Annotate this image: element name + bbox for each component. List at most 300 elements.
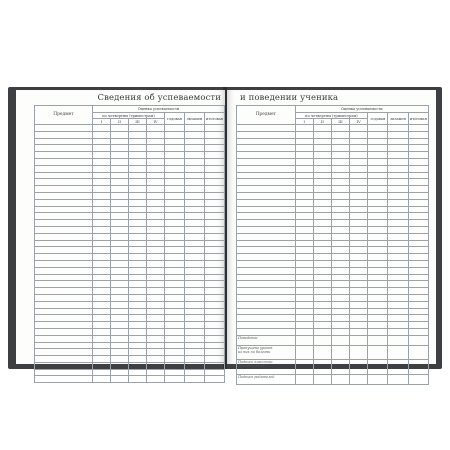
footer-label: Подпись классного руководителя bbox=[237, 359, 296, 374]
table-cell bbox=[388, 281, 408, 288]
table-cell bbox=[350, 125, 368, 132]
table-cell bbox=[129, 362, 147, 369]
table-cell bbox=[93, 369, 111, 376]
table-cell bbox=[35, 172, 93, 179]
table-cell bbox=[331, 308, 349, 315]
table-cell bbox=[350, 233, 368, 240]
table-cell bbox=[147, 349, 165, 356]
table-cell bbox=[185, 233, 205, 240]
table-cell bbox=[93, 179, 111, 186]
table-cell bbox=[111, 294, 129, 301]
table-cell bbox=[185, 138, 205, 145]
table-cell bbox=[237, 254, 296, 261]
table-cell bbox=[237, 281, 296, 288]
table-cell bbox=[205, 213, 225, 220]
table-cell bbox=[35, 342, 93, 349]
table-cell bbox=[408, 315, 428, 322]
table-row bbox=[35, 199, 225, 206]
table-cell bbox=[350, 374, 368, 384]
table-cell bbox=[313, 274, 331, 281]
table-cell bbox=[35, 220, 93, 227]
table-cell bbox=[408, 233, 428, 240]
table-cell bbox=[147, 125, 165, 132]
table-cell bbox=[165, 322, 185, 329]
table-cell bbox=[147, 315, 165, 322]
table-cell bbox=[165, 335, 185, 342]
table-cell bbox=[350, 328, 368, 335]
table-cell bbox=[185, 226, 205, 233]
table-cell bbox=[93, 308, 111, 315]
table-cell bbox=[205, 165, 225, 172]
table-cell bbox=[331, 220, 349, 227]
table-cell bbox=[350, 172, 368, 179]
right-grade-table bbox=[236, 105, 429, 385]
table-row bbox=[35, 267, 225, 274]
table-cell bbox=[295, 294, 313, 301]
table-row bbox=[35, 294, 225, 301]
table-cell bbox=[350, 322, 368, 329]
table-cell bbox=[165, 199, 185, 206]
table-row bbox=[237, 260, 429, 267]
left-grade-table bbox=[34, 105, 225, 383]
table-cell bbox=[147, 145, 165, 152]
table-cell bbox=[205, 301, 225, 308]
table-cell bbox=[129, 165, 147, 172]
table-cell bbox=[93, 281, 111, 288]
table-cell bbox=[205, 376, 225, 383]
table-cell bbox=[237, 152, 296, 159]
table-cell bbox=[205, 145, 225, 152]
table-cell bbox=[165, 369, 185, 376]
table-cell bbox=[129, 349, 147, 356]
table-row bbox=[35, 138, 225, 145]
table-cell bbox=[408, 125, 428, 132]
table-cell bbox=[331, 125, 349, 132]
table-cell bbox=[368, 158, 388, 165]
table-cell bbox=[295, 315, 313, 322]
table-cell bbox=[185, 220, 205, 227]
table-cell bbox=[93, 152, 111, 159]
table-cell bbox=[111, 172, 129, 179]
table-cell bbox=[185, 335, 205, 342]
table-cell bbox=[165, 254, 185, 261]
table-cell bbox=[147, 206, 165, 213]
table-cell bbox=[237, 213, 296, 220]
table-cell bbox=[165, 206, 185, 213]
table-cell bbox=[295, 131, 313, 138]
table-row bbox=[237, 145, 429, 152]
table-cell bbox=[147, 158, 165, 165]
table-cell bbox=[129, 240, 147, 247]
table-cell bbox=[205, 158, 225, 165]
table-cell bbox=[313, 294, 331, 301]
table-cell bbox=[350, 179, 368, 186]
table-row bbox=[35, 281, 225, 288]
table-cell bbox=[93, 138, 111, 145]
table-cell bbox=[129, 145, 147, 152]
table-row bbox=[237, 233, 429, 240]
header-row bbox=[237, 106, 429, 113]
table-cell bbox=[408, 172, 428, 179]
quarter-header: IV bbox=[350, 119, 368, 125]
table-cell bbox=[368, 260, 388, 267]
table-cell bbox=[185, 294, 205, 301]
table-cell bbox=[331, 247, 349, 254]
table-cell bbox=[408, 301, 428, 308]
table-cell bbox=[129, 172, 147, 179]
table-cell bbox=[408, 274, 428, 281]
table-row bbox=[237, 125, 429, 132]
table-row bbox=[35, 125, 225, 132]
table-cell bbox=[35, 179, 93, 186]
table-cell bbox=[35, 294, 93, 301]
table-cell bbox=[35, 247, 93, 254]
table-cell bbox=[111, 342, 129, 349]
table-cell bbox=[205, 233, 225, 240]
table-cell bbox=[205, 206, 225, 213]
table-cell bbox=[331, 240, 349, 247]
table-cell bbox=[388, 186, 408, 193]
table-cell bbox=[331, 345, 349, 359]
table-cell bbox=[147, 281, 165, 288]
table-row bbox=[35, 342, 225, 349]
quarter-header: II bbox=[313, 119, 331, 125]
table-cell bbox=[313, 315, 331, 322]
table-cell bbox=[368, 179, 388, 186]
table-row bbox=[237, 308, 429, 315]
table-cell bbox=[205, 288, 225, 295]
table-cell bbox=[129, 125, 147, 132]
table-cell bbox=[165, 125, 185, 132]
table-cell bbox=[35, 288, 93, 295]
table-cell bbox=[129, 267, 147, 274]
table-cell bbox=[237, 131, 296, 138]
table-cell bbox=[185, 376, 205, 383]
table-cell bbox=[237, 260, 296, 267]
table-cell bbox=[111, 240, 129, 247]
table-cell bbox=[350, 158, 368, 165]
table-cell bbox=[350, 335, 368, 345]
table-cell bbox=[205, 254, 225, 261]
table-cell bbox=[331, 165, 349, 172]
table-cell bbox=[93, 172, 111, 179]
table-cell bbox=[368, 274, 388, 281]
table-row bbox=[35, 145, 225, 152]
table-cell bbox=[350, 247, 368, 254]
table-cell bbox=[313, 138, 331, 145]
table-cell bbox=[35, 226, 93, 233]
table-cell bbox=[129, 376, 147, 383]
table-cell bbox=[237, 328, 296, 335]
table-cell bbox=[129, 220, 147, 227]
table-cell bbox=[147, 322, 165, 329]
table-cell bbox=[205, 315, 225, 322]
table-cell bbox=[350, 281, 368, 288]
table-row bbox=[35, 247, 225, 254]
table-row bbox=[237, 301, 429, 308]
table-cell bbox=[111, 274, 129, 281]
table-cell bbox=[313, 213, 331, 220]
table-cell bbox=[313, 345, 331, 359]
table-row bbox=[35, 274, 225, 281]
table-cell bbox=[237, 186, 296, 193]
table-cell bbox=[350, 274, 368, 281]
table-cell bbox=[165, 240, 185, 247]
table-cell bbox=[165, 294, 185, 301]
table-cell bbox=[185, 315, 205, 322]
annual-header: годовая bbox=[165, 113, 185, 125]
table-row bbox=[237, 213, 429, 220]
table-cell bbox=[185, 240, 205, 247]
table-cell bbox=[295, 186, 313, 193]
table-cell bbox=[368, 322, 388, 329]
table-row bbox=[237, 226, 429, 233]
table-cell bbox=[350, 152, 368, 159]
table-cell bbox=[129, 308, 147, 315]
table-cell bbox=[295, 301, 313, 308]
table-cell bbox=[147, 192, 165, 199]
table-cell bbox=[165, 274, 185, 281]
table-cell bbox=[313, 199, 331, 206]
footer-row bbox=[237, 335, 429, 345]
table-cell bbox=[313, 233, 331, 240]
table-cell bbox=[165, 152, 185, 159]
table-cell bbox=[185, 288, 205, 295]
table-cell bbox=[147, 213, 165, 220]
table-cell bbox=[313, 247, 331, 254]
table-cell bbox=[185, 349, 205, 356]
table-cell bbox=[368, 145, 388, 152]
table-row bbox=[237, 274, 429, 281]
table-cell bbox=[129, 356, 147, 363]
table-cell bbox=[165, 288, 185, 295]
table-cell bbox=[368, 206, 388, 213]
table-cell bbox=[165, 376, 185, 383]
table-cell bbox=[388, 145, 408, 152]
table-cell bbox=[368, 213, 388, 220]
table-cell bbox=[388, 322, 408, 329]
footer-label: Поведение bbox=[237, 335, 296, 345]
table-row bbox=[35, 322, 225, 329]
table-cell bbox=[147, 240, 165, 247]
table-cell bbox=[313, 226, 331, 233]
table-cell bbox=[388, 308, 408, 315]
quarter-header: I bbox=[93, 119, 111, 125]
table-cell bbox=[408, 131, 428, 138]
table-cell bbox=[35, 240, 93, 247]
table-row bbox=[237, 165, 429, 172]
table-cell bbox=[237, 226, 296, 233]
table-cell bbox=[111, 322, 129, 329]
table-cell bbox=[331, 192, 349, 199]
table-cell bbox=[205, 369, 225, 376]
table-cell bbox=[165, 165, 185, 172]
table-cell bbox=[185, 125, 205, 132]
table-cell bbox=[408, 145, 428, 152]
table-cell bbox=[111, 308, 129, 315]
table-cell bbox=[350, 226, 368, 233]
table-cell bbox=[35, 233, 93, 240]
grades-header: Оценка успеваемости bbox=[93, 106, 225, 113]
table-cell bbox=[111, 233, 129, 240]
table-cell bbox=[388, 294, 408, 301]
table-cell bbox=[165, 362, 185, 369]
table-cell bbox=[295, 206, 313, 213]
table-cell bbox=[205, 152, 225, 159]
table-cell bbox=[185, 158, 205, 165]
table-cell bbox=[237, 199, 296, 206]
table-cell bbox=[185, 274, 205, 281]
table-cell bbox=[237, 267, 296, 274]
table-cell bbox=[111, 356, 129, 363]
table-cell bbox=[350, 301, 368, 308]
table-cell bbox=[93, 240, 111, 247]
table-cell bbox=[165, 342, 185, 349]
table-cell bbox=[350, 345, 368, 359]
table-cell bbox=[295, 254, 313, 261]
table-cell bbox=[331, 267, 349, 274]
table-cell bbox=[165, 315, 185, 322]
table-cell bbox=[111, 254, 129, 261]
table-cell bbox=[368, 328, 388, 335]
grades-header: Оценка успеваемости bbox=[295, 106, 428, 113]
table-cell bbox=[408, 247, 428, 254]
table-cell bbox=[295, 138, 313, 145]
table-cell bbox=[295, 308, 313, 315]
quarters-header: по четвертям (триместрам) bbox=[93, 113, 165, 119]
table-cell bbox=[147, 254, 165, 261]
table-cell bbox=[331, 301, 349, 308]
table-cell bbox=[408, 308, 428, 315]
table-cell bbox=[368, 131, 388, 138]
table-cell bbox=[295, 145, 313, 152]
table-cell bbox=[368, 152, 388, 159]
table-cell bbox=[205, 267, 225, 274]
table-cell bbox=[165, 186, 185, 193]
table-cell bbox=[93, 226, 111, 233]
table-cell bbox=[147, 233, 165, 240]
table-cell bbox=[165, 267, 185, 274]
table-cell bbox=[331, 260, 349, 267]
table-cell bbox=[331, 226, 349, 233]
table-cell bbox=[388, 274, 408, 281]
table-cell bbox=[350, 186, 368, 193]
table-cell bbox=[350, 288, 368, 295]
table-cell bbox=[331, 328, 349, 335]
table-cell bbox=[35, 274, 93, 281]
table-cell bbox=[205, 192, 225, 199]
table-cell bbox=[185, 179, 205, 186]
table-cell bbox=[147, 199, 165, 206]
table-cell bbox=[237, 233, 296, 240]
table-cell bbox=[408, 199, 428, 206]
table-cell bbox=[368, 281, 388, 288]
table-cell bbox=[147, 369, 165, 376]
table-cell bbox=[185, 356, 205, 363]
table-cell bbox=[295, 247, 313, 254]
table-cell bbox=[93, 199, 111, 206]
table-cell bbox=[388, 254, 408, 261]
table-cell bbox=[313, 172, 331, 179]
table-row bbox=[35, 335, 225, 342]
table-cell bbox=[129, 335, 147, 342]
table-row bbox=[237, 206, 429, 213]
table-row bbox=[237, 192, 429, 199]
table-row bbox=[35, 131, 225, 138]
table-cell bbox=[331, 315, 349, 322]
table-cell bbox=[93, 342, 111, 349]
table-cell bbox=[147, 220, 165, 227]
table-cell bbox=[295, 345, 313, 359]
table-row bbox=[237, 247, 429, 254]
table-cell bbox=[368, 345, 388, 359]
table-cell bbox=[350, 240, 368, 247]
table-row bbox=[35, 206, 225, 213]
table-cell bbox=[408, 138, 428, 145]
table-cell bbox=[368, 138, 388, 145]
table-cell bbox=[313, 281, 331, 288]
table-cell bbox=[93, 328, 111, 335]
table-cell bbox=[388, 125, 408, 132]
table-cell bbox=[129, 213, 147, 220]
table-cell bbox=[185, 322, 205, 329]
table-cell bbox=[111, 125, 129, 132]
table-cell bbox=[111, 179, 129, 186]
table-cell bbox=[93, 233, 111, 240]
table-row bbox=[237, 138, 429, 145]
table-cell bbox=[388, 374, 408, 384]
table-cell bbox=[350, 199, 368, 206]
table-cell bbox=[368, 240, 388, 247]
table-cell bbox=[388, 301, 408, 308]
table-cell bbox=[35, 349, 93, 356]
table-cell bbox=[111, 260, 129, 267]
table-cell bbox=[111, 220, 129, 227]
table-cell bbox=[111, 362, 129, 369]
table-cell bbox=[331, 199, 349, 206]
table-row bbox=[35, 240, 225, 247]
table-cell bbox=[237, 172, 296, 179]
table-cell bbox=[368, 186, 388, 193]
footer-row bbox=[237, 374, 429, 384]
table-row bbox=[237, 220, 429, 227]
table-cell bbox=[237, 308, 296, 315]
table-cell bbox=[35, 125, 93, 132]
table-cell bbox=[93, 322, 111, 329]
table-cell bbox=[205, 131, 225, 138]
table-cell bbox=[237, 294, 296, 301]
table-cell bbox=[35, 356, 93, 363]
table-cell bbox=[147, 328, 165, 335]
table-cell bbox=[350, 220, 368, 227]
table-row bbox=[35, 233, 225, 240]
table-cell bbox=[331, 172, 349, 179]
header-row bbox=[35, 106, 225, 113]
table-cell bbox=[129, 301, 147, 308]
table-cell bbox=[331, 186, 349, 193]
table-cell bbox=[35, 254, 93, 261]
table-cell bbox=[147, 288, 165, 295]
table-cell bbox=[408, 359, 428, 374]
table-cell bbox=[331, 233, 349, 240]
table-cell bbox=[93, 301, 111, 308]
table-row bbox=[237, 131, 429, 138]
table-row bbox=[35, 158, 225, 165]
table-cell bbox=[388, 335, 408, 345]
table-row bbox=[237, 267, 429, 274]
table-cell bbox=[237, 192, 296, 199]
footer-sublabel: из них по болезни bbox=[238, 349, 271, 354]
